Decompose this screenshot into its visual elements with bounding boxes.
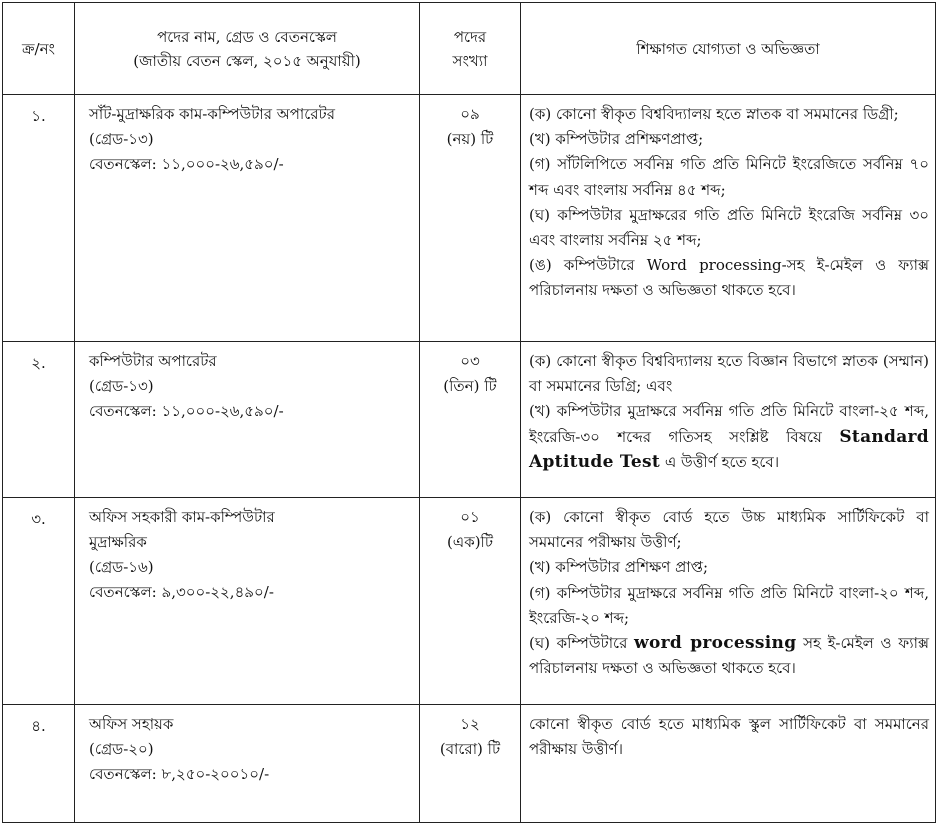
header-post	[75, 3, 420, 95]
row-count	[420, 95, 521, 342]
row-count	[420, 705, 521, 823]
qualification-item: (ক) কোনো স্বীকৃত বিশ্ববিদ্যালয় হতে স্নাতক বা সমমানের ডিগ্রী;	[529, 105, 899, 123]
table-row	[3, 705, 936, 823]
post-pay-scale: বেতনস্কেল: ১১,০০০-২৬,৫৯০/-	[89, 155, 284, 173]
qualification-text: (খ) কম্পিউটার মুদ্রাক্ষরে সর্বনিম্ন গতি প্রতি মিনিটে বাংলা-২৫ শব্দ, ইংরেজি-৩০ শব্দের গতিসহ সংশ্লিষ্ট বিষয়ে	[529, 402, 929, 446]
word-processing-text: word processing	[634, 633, 797, 654]
qualification-item: (গ) কম্পিউটার মুদ্রাক্ষরে সর্বনিম্ন গতি প্রতি মিনিটে বাংলা-২০ শব্দ, ইংরেজি-২০ শব্দ;	[529, 583, 929, 627]
qualification-tail: এ উত্তীর্ণ হতে হবে।	[664, 452, 780, 471]
table-row	[3, 498, 936, 705]
row-count	[420, 498, 521, 705]
header-count	[420, 3, 521, 95]
recruitment-table	[2, 2, 936, 823]
row-post	[75, 342, 420, 498]
count-number: ০৩	[460, 352, 480, 370]
row-qualification	[521, 498, 936, 705]
qualification-item: (ঘ) কম্পিউটার মুদ্রাক্ষরের গতি প্রতি মিনিটে ইংরেজি সর্বনিম্ন ৩০ এবং বাংলায় সর্বনিম্ন ২৫ শব্দ;	[529, 205, 929, 250]
count-words: (নয়) টি	[446, 130, 494, 148]
row-post	[75, 95, 420, 342]
post-title: কম্পিউটার অপারেটর	[89, 352, 217, 370]
qualification-item: কোনো স্বীকৃত বোর্ড হতে মাধ্যমিক স্কুল সার্টিফিকেট বা সমমানের পরীক্ষায় উত্তীর্ণ।	[529, 715, 929, 759]
row-post	[75, 498, 420, 705]
row-serial: ৩.	[3, 498, 75, 705]
qualification-tail: সহ ই-মেইল ও ফ্যাক্স পরিচালনায় দক্ষতা ও অভিজ্ঞতা থাকতে হবে।	[529, 634, 929, 678]
qualification-item: (গ) সাঁটলিপিতে সর্বনিম্ন গতি প্রতি মিনিটে ইংরেজিতে সর্বনিম্ন ৭০ শব্দ এবং বাংলায় সর্বনিম্ন ৪৫ শব্দ;	[529, 155, 929, 199]
post-grade: (গ্রেড-১৩)	[89, 377, 154, 395]
count-words: (বারো) টি	[439, 740, 501, 758]
qualification-item	[529, 399, 929, 475]
post-grade: (গ্রেড-২০)	[89, 740, 154, 758]
row-serial: ১.	[3, 95, 75, 342]
qualification-item: (ক) কোনো স্বীকৃত বিশ্ববিদ্যালয় হতে বিজ্ঞান বিভাগে স্নাতক (সম্মান) বা সমমানের ডিগ্রি; এবং	[529, 352, 929, 396]
qualification-item: (খ) কম্পিউটার প্রশিক্ষণ প্রাপ্ত;	[529, 558, 708, 577]
post-grade: (গ্রেড-১৩)	[89, 130, 154, 148]
post-title: অফিস সহায়ক	[89, 715, 174, 733]
post-pay-scale: বেতনস্কেল: ১১,০০০-২৬,৫৯০/-	[89, 402, 284, 420]
post-title-cont: মুদ্রাক্ষরিক	[89, 533, 147, 551]
post-title: অফিস সহকারী কাম-কম্পিউটার	[89, 508, 275, 526]
header-count-line2: সংখ্যা	[452, 51, 488, 70]
row-qualification	[521, 342, 936, 498]
table-row	[3, 95, 936, 342]
qualification-item: (ক) কোনো স্বীকৃত বোর্ড হতে উচ্চ মাধ্যমিক সার্টিফিকেট বা সমমানের পরীক্ষায় উত্তীর্ণ;	[529, 508, 929, 552]
count-words: (তিন) টি	[443, 377, 497, 395]
count-number: ০১	[460, 508, 480, 526]
post-pay-scale: বেতনস্কেল: ৮,২৫০-২০০১০/-	[89, 765, 270, 783]
row-qualification	[521, 705, 936, 823]
qualification-item: (খ) কম্পিউটার প্রশিক্ষণপ্রাপ্ত;	[529, 130, 704, 149]
row-qualification	[521, 95, 936, 342]
post-grade: (গ্রেড-১৬)	[89, 558, 154, 576]
qualification-text: (ঘ) কম্পিউটারে	[529, 634, 628, 653]
row-post	[75, 705, 420, 823]
row-count	[420, 342, 521, 498]
table-row	[3, 342, 936, 498]
row-serial: ২.	[3, 342, 75, 498]
table-header-row	[3, 3, 936, 95]
post-pay-scale: বেতনস্কেল: ৯,৩০০-২২,৪৯০/-	[89, 583, 274, 601]
header-post-line2: (জাতীয় বেতন স্কেল, ২০১৫ অনুযায়ী)	[133, 51, 361, 70]
header-serial: ক্র/নং	[3, 3, 75, 95]
count-number: ১২	[460, 715, 480, 733]
header-qualification: শিক্ষাগত যোগ্যতা ও অভিজ্ঞতা	[521, 3, 936, 95]
row-serial: ৪.	[3, 705, 75, 823]
header-count-line1: পদের	[453, 27, 487, 46]
qualification-item: (ঙ) কম্পিউটারে Word processing-সহ ই-মেইল ও ফ্যাক্স পরিচালনায় দক্ষতা ও অভিজ্ঞতা থাকতে হবে।	[529, 256, 929, 300]
count-words: (এক)টি	[446, 533, 494, 551]
standard-aptitude-test-text: Standard Aptitude Test	[529, 426, 929, 472]
qualification-item	[529, 631, 929, 681]
count-number: ০৯	[460, 105, 480, 123]
header-post-line1: পদের নাম, গ্রেড ও বেতনস্কেল	[157, 27, 337, 46]
post-title: সাঁট-মুদ্রাক্ষরিক কাম-কম্পিউটার অপারেটর	[89, 105, 335, 123]
